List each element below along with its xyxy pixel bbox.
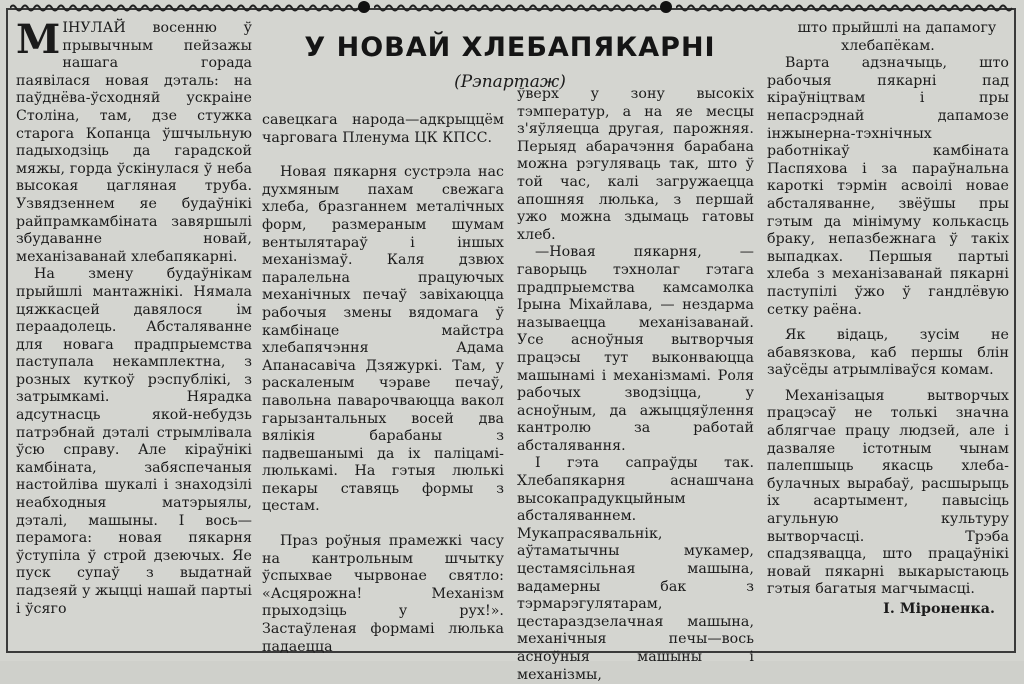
author-signature: І. Міроненка. <box>883 601 995 617</box>
wavy-border-middle <box>374 3 658 13</box>
paragraph: што прыйшлі на дапамогу хлебапёкам. <box>797 20 997 54</box>
paragraph: І гэта сапраўды так. Хлебапякарня аснашчана высокапрадукцыйным абсталяваннем. Мукапрасявальнік, аўтаматычны мукамер, цестамясільная машына, вадамерны бак з тэрмарэгулятарам, цестараздзелачная машына, механічныя печы—вось асноўныя машыны і механізмы, <box>517 455 754 683</box>
paragraph: Механізацыя вытворчых працэсаў не толькі значна аблягчае працу людзей, але і дазваляе істотным чынам палепшыць якасць хлеба-булачных вырабаў, расшырыць іх асартымент, павысіць агульную культуру вытворчасці. Трэба спадзявацца, што працаўнікі новай пякарні выкарыстаюць гэтыя багатыя магчымасці. <box>767 387 1009 598</box>
column-1 <box>16 16 252 618</box>
column-2 <box>262 112 504 656</box>
article-subheading: (Рэпартаж) <box>454 72 566 92</box>
paragraph: —Новая пякарня, —гаворыць тэхнолаг гэтага прадпрыемства камсамолка Ірына Міхайлава, — нездарма называецца механізаванай. Усе асноўныя вытворчыя працэсы тут выконваюцца машынамі і механізмамі. Роля рабочых зводзіцца, у асноўным, да ажыццяўлення кантролю за работай абсталявання. <box>517 244 754 454</box>
drop-cap: М <box>16 16 61 63</box>
paragraph: На змену будаўнікам прыйшлі мантажнікі. Нямала цяжкасцей давялося ім пераадолець. Абсталяванне для новага прадпрыемства паступала некамплектна, з розных куткоў рэспублікі, з затрымкамі. Нярадка адсутнасць якой-небудзь патрэбнай дэталі стрымлівала ўсю справу. Але кіраўнікі камбіната, забяспечаныя настойліва шукалі і знаходзілі неабходныя матэрыялы, дэталі, машыны. І вось—перамога: новая пякарня ўступіла ў строй дзеючых. Яе пуск супаў з выдатнай падзеяй у жыцці нашай партыі і ўсяго <box>16 266 252 617</box>
column-4 <box>767 20 1009 619</box>
paragraph-text: ІНУЛАЙ восенню ў прывычным пейзажы нашага горада паявілася новая дэталь: на паўднёва-ўсходняй ускраіне Століна, там, дзе стужка старога Копанца ўшчыльную падыходзіць да гарадской мяжы, горда ўскінулася ў неба высокая цагляная труба. Узвядзеннем яе будаўнікі райпрамкамбіната завяршылі збудаванне новай, механізаванай хлебапякарні. <box>16 20 252 265</box>
wavy-border-left <box>10 3 362 13</box>
column-3 <box>517 86 754 684</box>
paragraph <box>16 16 252 266</box>
border-dot-right <box>660 1 672 13</box>
wavy-border-right <box>676 3 1016 13</box>
paragraph: савецкага народа—адкрыццём чарговага Пленума ЦК КПСС. <box>262 112 504 146</box>
paragraph: Варта адзначыць, што рабочыя пякарні пад кіраўніцтвам і пры непасрэднай дапамозе інжынерна-тэхнічных работнікаў камбіната Паспяхова і за параўнальна кароткі тэрмін асвоілі новае абсталяванне, звёўшы пры гэтым да мінімуму колькасць браку, непазбежнага ў такіх выпадках. Першыя партыі хлеба з механізаванай пякарні паступілі ўжо ў гандлёвую сетку раёна. <box>767 55 1009 318</box>
border-dot-left <box>358 1 370 13</box>
article-headline: У НОВАЙ ХЛЕБАПЯКАРНІ <box>304 32 716 63</box>
paragraph: ўверх у зону высокіх тэмператур, а на яе месцы з'яўляецца другая, парожняя. Перыяд абарачэння барабана можна рэгуляваць так, што ў той час, калі загружаецца апошняя люлька, з першай ужо можна здымаць гатовы хлеб. <box>517 86 754 243</box>
paragraph: Як відаць, зусім не абавязкова, каб першы блін заўсёды атрымліваўся комам. <box>767 327 1009 379</box>
paragraph: Новая пякарня сустрэла нас духмяным пахам свежага хлеба, бразганнем металічных форм, размераным шумам вентылятараў і іншых механізмаў. Каля дзвюх паралельна працуючых механічных печаў завіхаюцца рабочыя змены вядомага ў камбінаце майстра хлебапячэння Адама Апанасавіча Дзяжуркі. Там, у раскаленым чэраве печаў, павольна паварочваюцца вакол гарызантальных восей два вялікія барабаны з падвешанымі да іх паліцамі-люлькамі. На гэтыя люлькі пекары ставяць формы з цестам. <box>262 164 504 515</box>
paragraph: Праз роўныя прамежкі часу на кантрольным шчытку ўспыхвае чырвонае святло: «Асцярожна! Механізм прыходзіць у рух!». Застаўленая формамі люлька падаецца <box>262 533 504 655</box>
